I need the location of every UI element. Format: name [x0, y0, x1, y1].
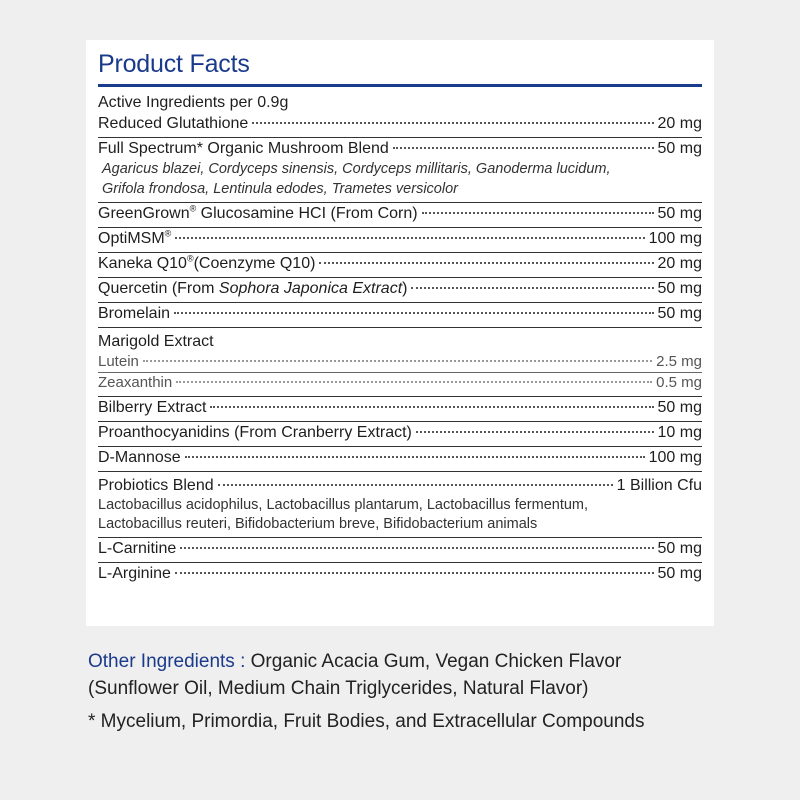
- ingredient-row-mushroom: Full Spectrum* Organic Mushroom Blend 50 mg Agaricus blazei, Cordyceps sinensis, Cordyceps millitaris, Ganoderma lucidum, Grifola frondosa, Lentinula edodes, Trametes versicolor: [98, 138, 702, 203]
- ingredient-row-glutathione: Reduced Glutathione 20 mg: [98, 113, 702, 138]
- product-facts-panel: [86, 40, 714, 626]
- ingredient-row-kaneka: Kaneka Q10®(Coenzyme Q10) 20 mg: [98, 253, 702, 278]
- ingredient-row-arginine: L-Arginine 50 mg: [98, 565, 702, 582]
- mushroom-species-line-1: Agaricus blazei, Cordyceps sinensis, Cordyceps millitaris, Ganoderma lucidum,: [102, 161, 611, 177]
- ingredient-row-quercetin: Quercetin (From Sophora Japonica Extract) 50 mg: [98, 278, 702, 303]
- other-ingredients-line-2: (Sunflower Oil, Medium Chain Triglycerides, Natural Flavor): [88, 678, 589, 699]
- ingredient-row-probiotics: Probiotics Blend 1 Billion Cfu Lactobacillus acidophilus, Lactobacillus plantarum, Lactobacillus fermentum, Lactobacillus reuteri, Bifidobacterium breve, Bifidobacterium animals: [98, 472, 702, 538]
- ingredient-row-bilberry: Bilberry Extract 50 mg: [98, 397, 702, 422]
- subrow-zeaxanthin: Zeaxanthin 0.5 mg: [98, 374, 702, 391]
- other-ingredients: [88, 648, 728, 735]
- ingredient-row-mannose: D-Mannose 100 mg: [98, 447, 702, 472]
- ingredient-row-proanthocyanidins: Proanthocyanidins (From Cranberry Extract) 10 mg: [98, 422, 702, 447]
- ingredient-row-carnitine: L-Carnitine 50 mg: [98, 538, 702, 563]
- ingredient-row-optimsm: OptiMSM® 100 mg: [98, 228, 702, 253]
- ingredient-row-marigold: Marigold Extract Lutein 2.5 mg Zeaxanthin 0.5 mg: [98, 328, 702, 397]
- title-rule: [98, 84, 702, 87]
- probiotics-strains-line-2: Lactobacillus reuteri, Bifidobacterium breve, Bifidobacterium animals: [98, 516, 538, 532]
- other-ingredients-label: Other Ingredients :: [88, 651, 246, 672]
- ingredient-row-glucosamine: GreenGrown® Glucosamine HCI (From Corn) 50 mg: [98, 203, 702, 228]
- mushroom-species-line-2: Grifola frondosa, Lentinula edodes, Trametes versicolor: [102, 181, 458, 197]
- ingredient-row-bromelain: Bromelain 50 mg: [98, 303, 702, 328]
- other-ingredients-line-1: Other Ingredients : Organic Acacia Gum, Vegan Chicken Flavor: [88, 651, 622, 672]
- subrow-lutein: Lutein 2.5 mg: [98, 352, 702, 373]
- panel-title: Product Facts: [98, 50, 250, 78]
- probiotics-strains-line-1: Lactobacillus acidophilus, Lactobacillus plantarum, Lactobacillus fermentum,: [98, 497, 589, 513]
- footnote: * Mycelium, Primordia, Fruit Bodies, and Extracellular Compounds: [88, 711, 645, 732]
- subhead: Active Ingredients per 0.9g: [98, 94, 289, 111]
